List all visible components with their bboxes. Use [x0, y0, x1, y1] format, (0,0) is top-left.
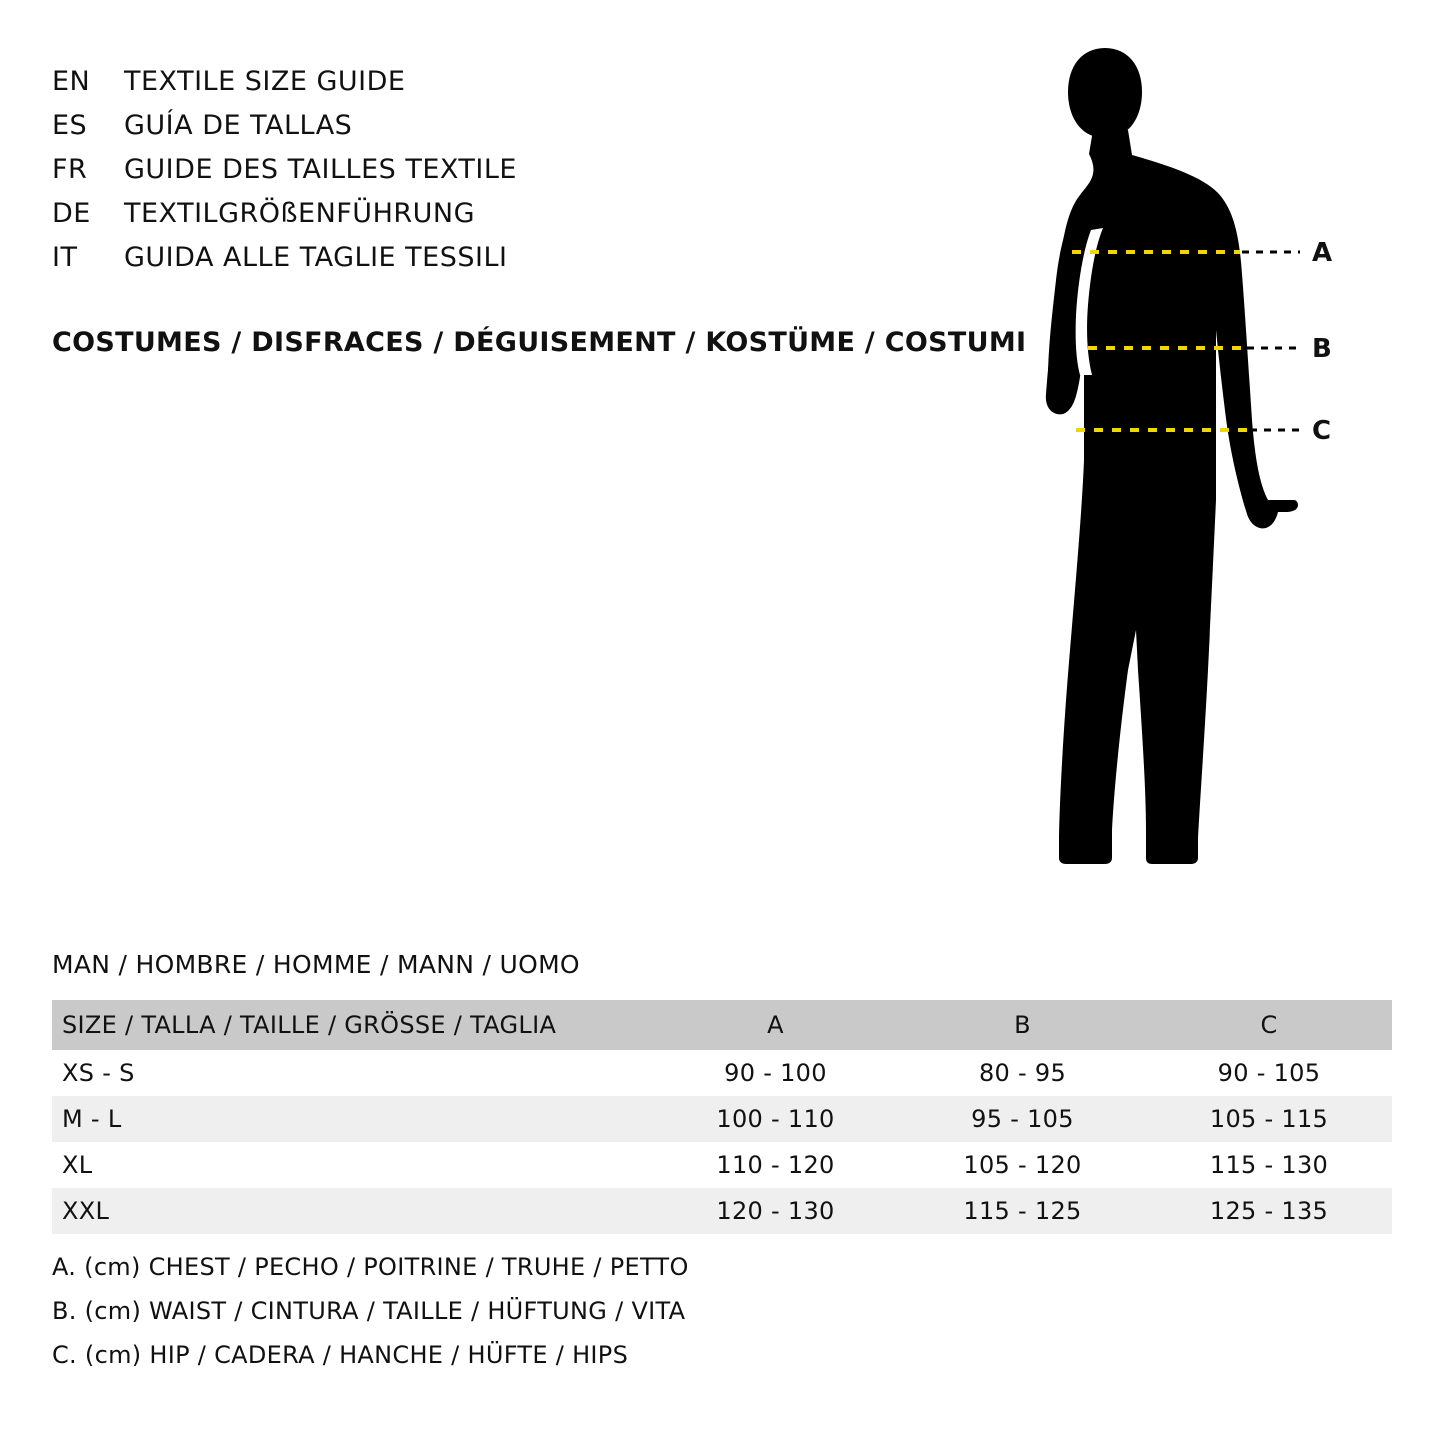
legend-item-c: C. (cm) HIP / CADERA / HANCHE / HÜFTE / HIPS: [52, 1341, 629, 1369]
table-row: [52, 1188, 1392, 1234]
table-header-row: [52, 1000, 1392, 1050]
cell-c: 105 - 115: [1146, 1096, 1392, 1142]
size-table: [52, 1000, 1392, 1234]
male-silhouette: [1046, 48, 1298, 864]
language-row-it: [52, 242, 992, 286]
column-header-c: C: [1146, 1000, 1392, 1050]
language-text: TEXTILE SIZE GUIDE: [124, 66, 406, 97]
cell-b: 95 - 105: [899, 1096, 1146, 1142]
column-header-b: B: [899, 1000, 1146, 1050]
table-row: [52, 1050, 1392, 1096]
language-list: [52, 66, 992, 286]
category-heading: COSTUMES / DISFRACES / DÉGUISEMENT / KOSTÜME / COSTUMI: [52, 327, 1027, 358]
figure-illustration: [960, 30, 1380, 890]
language-code: DE: [52, 198, 91, 229]
table-title: MAN / HOMBRE / HOMME / MANN / UOMO: [52, 950, 580, 979]
cell-b: 80 - 95: [899, 1050, 1146, 1096]
cell-size: XL: [52, 1142, 652, 1188]
language-code: IT: [52, 242, 78, 273]
cell-b: 105 - 120: [899, 1142, 1146, 1188]
language-row-es: [52, 110, 992, 154]
cell-a: 100 - 110: [652, 1096, 899, 1142]
cell-c: 115 - 130: [1146, 1142, 1392, 1188]
cell-a: 110 - 120: [652, 1142, 899, 1188]
cell-size: XXL: [52, 1188, 652, 1234]
column-header-size: SIZE / TALLA / TAILLE / GRÖSSE / TAGLIA: [52, 1000, 652, 1050]
language-row-de: [52, 198, 992, 242]
language-code: EN: [52, 66, 91, 97]
language-text: GUIDA ALLE TAGLIE TESSILI: [124, 242, 508, 273]
cell-a: 90 - 100: [652, 1050, 899, 1096]
silhouette-svg: [960, 30, 1380, 890]
language-code: ES: [52, 110, 88, 141]
language-row-fr: [52, 154, 992, 198]
cell-a: 120 - 130: [652, 1188, 899, 1234]
language-text: GUIDE DES TAILLES TEXTILE: [124, 154, 517, 185]
cell-c: 125 - 135: [1146, 1188, 1392, 1234]
language-code: FR: [52, 154, 88, 185]
cell-b: 115 - 125: [899, 1188, 1146, 1234]
measure-label-b: B: [1312, 334, 1332, 364]
measure-label-c: C: [1312, 416, 1332, 446]
language-text: TEXTILGRÖßENFÜHRUNG: [124, 198, 476, 229]
cell-size: M - L: [52, 1096, 652, 1142]
table-row: [52, 1096, 1392, 1142]
column-header-a: A: [652, 1000, 899, 1050]
language-text: GUÍA DE TALLAS: [124, 110, 353, 141]
cell-size: XS - S: [52, 1050, 652, 1096]
measure-label-a: A: [1312, 238, 1333, 268]
legend-item-b: B. (cm) WAIST / CINTURA / TAILLE / HÜFTUNG / VITA: [52, 1297, 686, 1325]
measurement-legend: [52, 1245, 689, 1377]
cell-c: 90 - 105: [1146, 1050, 1392, 1096]
language-row-en: [52, 66, 992, 110]
table-row: [52, 1142, 1392, 1188]
legend-item-a: A. (cm) CHEST / PECHO / POITRINE / TRUHE / PETTO: [52, 1253, 689, 1281]
